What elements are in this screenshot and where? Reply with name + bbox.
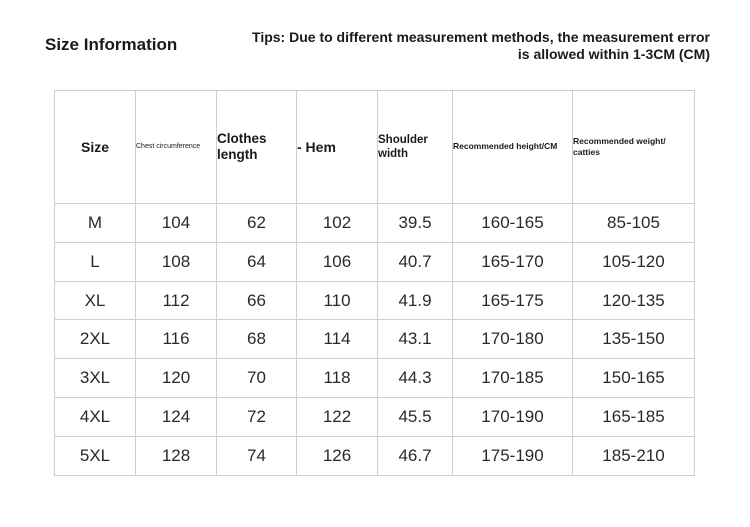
table-cell: 64 — [217, 242, 297, 281]
table-row — [55, 203, 695, 242]
table-cell: 4XL — [55, 398, 136, 437]
table-cell: 39.5 — [378, 203, 453, 242]
table-cell: 175-190 — [453, 437, 573, 476]
table-cell: 170-185 — [453, 359, 573, 398]
table-cell: 85-105 — [573, 203, 695, 242]
table-cell: 170-180 — [453, 320, 573, 359]
table-cell: 114 — [297, 320, 378, 359]
table-cell: 160-165 — [453, 203, 573, 242]
table-cell: 165-170 — [453, 242, 573, 281]
table-cell: 150-165 — [573, 359, 695, 398]
table-cell: 66 — [217, 281, 297, 320]
table-cell: 170-190 — [453, 398, 573, 437]
table-cell: 2XL — [55, 320, 136, 359]
column-header-hem: - Hem — [297, 91, 378, 204]
table-cell: 106 — [297, 242, 378, 281]
table-cell: 165-175 — [453, 281, 573, 320]
table-cell: 126 — [297, 437, 378, 476]
table-cell: 46.7 — [378, 437, 453, 476]
table-row — [55, 359, 695, 398]
table-cell: 72 — [217, 398, 297, 437]
column-header-size: Size — [55, 91, 136, 204]
table-header-row — [55, 91, 695, 204]
table-cell: 124 — [136, 398, 217, 437]
table-cell: 104 — [136, 203, 217, 242]
table-cell: 135-150 — [573, 320, 695, 359]
table-cell: 3XL — [55, 359, 136, 398]
column-header-clothes-length: Clothes length — [217, 91, 297, 204]
table-cell: 128 — [136, 437, 217, 476]
table-cell: 165-185 — [573, 398, 695, 437]
table-cell: M — [55, 203, 136, 242]
size-chart-table — [54, 90, 695, 476]
table-cell: 43.1 — [378, 320, 453, 359]
table-cell: 185-210 — [573, 437, 695, 476]
table-row — [55, 242, 695, 281]
table-cell: 105-120 — [573, 242, 695, 281]
column-header-chest: Chest circumference — [136, 91, 217, 204]
measurement-tips: Tips: Due to different measurement methods, the measurement error is allowed within 1-3CM (CM) — [252, 29, 710, 62]
table-cell: 110 — [297, 281, 378, 320]
table-cell: 74 — [217, 437, 297, 476]
table-cell: 120 — [136, 359, 217, 398]
table-cell: 118 — [297, 359, 378, 398]
table-cell: 116 — [136, 320, 217, 359]
table-cell: XL — [55, 281, 136, 320]
table-cell: 41.9 — [378, 281, 453, 320]
table-cell: 5XL — [55, 437, 136, 476]
column-header-recommended-weight: Recommended weight/ catties — [573, 91, 695, 204]
table-cell: L — [55, 242, 136, 281]
table-cell: 122 — [297, 398, 378, 437]
table-cell: 40.7 — [378, 242, 453, 281]
table-cell: 108 — [136, 242, 217, 281]
column-header-recommended-height: Recommended height/CM — [453, 91, 573, 204]
table-cell: 70 — [217, 359, 297, 398]
table-cell: 120-135 — [573, 281, 695, 320]
table-row — [55, 320, 695, 359]
table-cell: 68 — [217, 320, 297, 359]
table-row — [55, 437, 695, 476]
column-header-shoulder-width: Shoulder width — [378, 91, 453, 204]
table-row — [55, 281, 695, 320]
table-cell: 44.3 — [378, 359, 453, 398]
table-cell: 45.5 — [378, 398, 453, 437]
table-cell: 102 — [297, 203, 378, 242]
table-cell: 62 — [217, 203, 297, 242]
table-row — [55, 398, 695, 437]
page-title: Size Information — [45, 35, 178, 54]
table-cell: 112 — [136, 281, 217, 320]
